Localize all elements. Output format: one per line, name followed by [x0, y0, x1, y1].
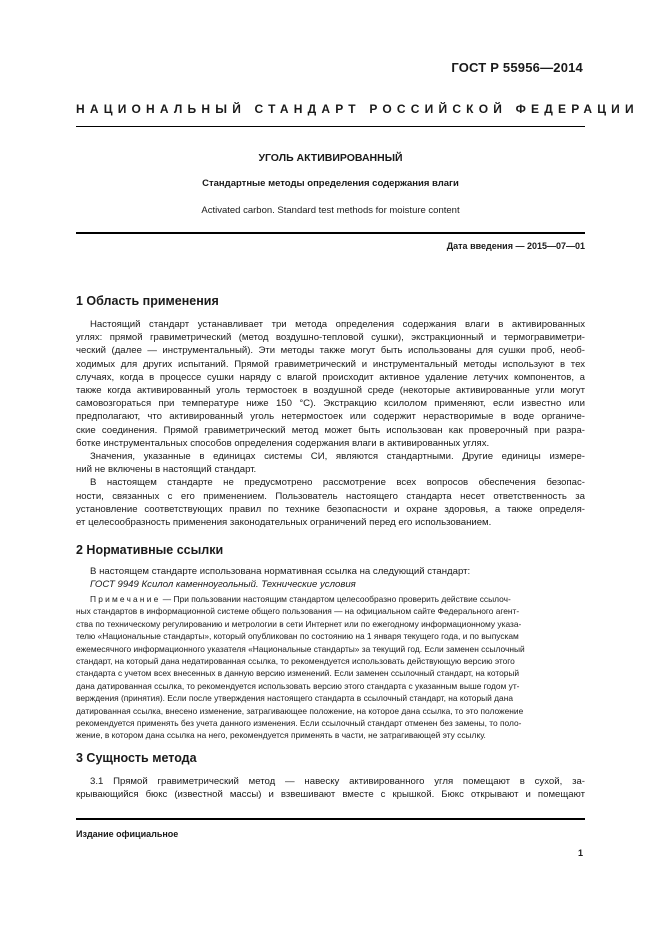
section-3-heading: 3 Сущность метода — [76, 751, 197, 765]
standard-number: ГОСТ Р 55956—2014 — [451, 60, 583, 75]
text-line: ности, связанных с его применением. Пользователь настоящего стандарта несет ответственность за — [76, 490, 585, 502]
text-line: предполагают, что активированный уголь нетермостоек или содержит нерастворимые в воде органиче- — [76, 411, 585, 423]
text-line: 3.1 Прямой гравиметрический метод — навеску активированного угля помещают в сухой, за- — [90, 776, 585, 787]
text-line: крывающийся бюкс (известной массы) и взвешивают вместе с крышкой. Бюкс открывают и помещают — [76, 789, 585, 801]
footer-rule — [76, 818, 585, 820]
text-line: Значения, указанные в единицах системы СИ, являются стандартными. Другие единицы измере- — [90, 451, 585, 463]
edition-label: Издание официальное — [76, 829, 179, 839]
introduction-date: Дата введения — 2015—07—01 — [446, 241, 585, 251]
text-line: ний не включены в настоящий стандарт. — [76, 464, 257, 476]
document-title: УГОЛЬ АКТИВИРОВАННЫЙ — [258, 152, 403, 164]
page-number: 1 — [577, 848, 583, 858]
section-2-heading: 2 Нормативные ссылки — [76, 543, 224, 557]
section-2-body — [76, 565, 585, 591]
note-line: ства по техническому регулированию и метрологии в сети Интернет или по ежегодному информационному указа- — [76, 618, 522, 629]
note-line: ных стандартов в информационной системе общего пользования — на официальном сайте Федерального агент- — [76, 606, 520, 617]
header-rule — [76, 126, 585, 127]
note-line: телю «Национальные стандарты», который опубликован по состоянию на 1 января текущего года, и по выпускам — [76, 631, 519, 642]
section-1-heading: 1 Область применения — [76, 294, 219, 308]
text-line: ческий (далее — инструментальный). Эти методы также могут быть использованы для сушки проб, необ- — [76, 345, 585, 357]
text-line: ет целесообразность применения законодательных ограничений перед его использованием. — [76, 517, 492, 529]
section-1-body — [76, 318, 585, 529]
note-line — [76, 593, 585, 605]
note-line: дана датированная ссылка, то рекомендуется использовать версию этого стандарта с указанным выше годом ут- — [76, 680, 520, 691]
text-line: ходимых для других испытаний. Прямой гравиметрический и инструментальный методы используют в тех — [76, 358, 585, 370]
text-line: случаях, когда в процессе сушки наряду с влагой происходит активное удаление летучих компонентов, а — [76, 371, 585, 383]
note-line: жение, в котором дана ссылка на него, рекомендуется применять в части, не затрагивающей эту ссылку. — [76, 730, 486, 741]
note-line: стандарта с учетом всех внесенных в данную версию изменений. Если заменен ссылочный стандарт, на который — [76, 668, 520, 679]
text-line: также когда активированный уголь термостоек в воздушной среде (некоторые активированные угли могут — [76, 385, 585, 397]
text-line: установление соответствующих правил по технике безопасности и охране здоровья, а также определя- — [76, 503, 585, 515]
note-line: ежемесячного информационного указателя «Национальные стандарты» за текущий год. Если заменен ссылочный — [76, 643, 525, 654]
text-line: ботке инструментальных способов определения содержания влаги в активированных углях. — [76, 437, 490, 449]
section-3-body — [76, 775, 585, 801]
text-line: В настоящем стандарте не предусмотрено рассмотрение всех вопросов обеспечения безопас- — [90, 477, 585, 489]
national-standard-banner: НАЦИОНАЛЬНЫЙ СТАНДАРТ РОССИЙСКОЙ ФЕДЕРАЦИИ — [76, 102, 639, 116]
note-block — [76, 593, 585, 742]
document-subtitle: Стандартные методы определения содержания влаги — [202, 178, 459, 189]
text-line: Настоящий стандарт устанавливает три метода определения содержания влаги в активированных — [90, 319, 585, 330]
normative-reference: ГОСТ 9949 Ксилол каменноугольный. Технические условия — [90, 579, 356, 591]
note-line: стандарт, на который дана недатированная ссылка, то рекомендуется использовать действующую версию этого — [76, 656, 515, 667]
note-line: верждения (принятия). Если после утверждения настоящего стандарта в ссылочный стандарт, на который дана — [76, 693, 513, 704]
text-line: углях: прямой гравиметрический (метод воздушно-тепловой сушки), экстракционный и термогравиметри- — [76, 332, 585, 344]
note-line: рекомендуется применять без учета данного изменения. Если ссылочный стандарт отменен без замены, то поло- — [76, 718, 522, 729]
note-label: Примечание — [90, 594, 161, 604]
note-text: — При пользовании настоящим стандартом целесообразно проверить действие ссылоч- — [160, 594, 511, 604]
title-rule — [76, 232, 585, 234]
text-line: самовозгораться при температуре ниже 150 °С). Экстракцию ксилолом применяют, если известно или — [76, 398, 585, 410]
text-line: ские соединения. Прямой гравиметрический метод может быть использован как проверочный при разра- — [76, 424, 585, 436]
text-line: В настоящем стандарте использована нормативная ссылка на следующий стандарт: — [90, 566, 471, 577]
note-line: датированная ссылка, внесено изменение, затрагивающее положение, на которое дана ссылка, то это положение — [76, 705, 524, 716]
english-title: Activated carbon. Standard test methods for moisture content — [201, 205, 460, 216]
